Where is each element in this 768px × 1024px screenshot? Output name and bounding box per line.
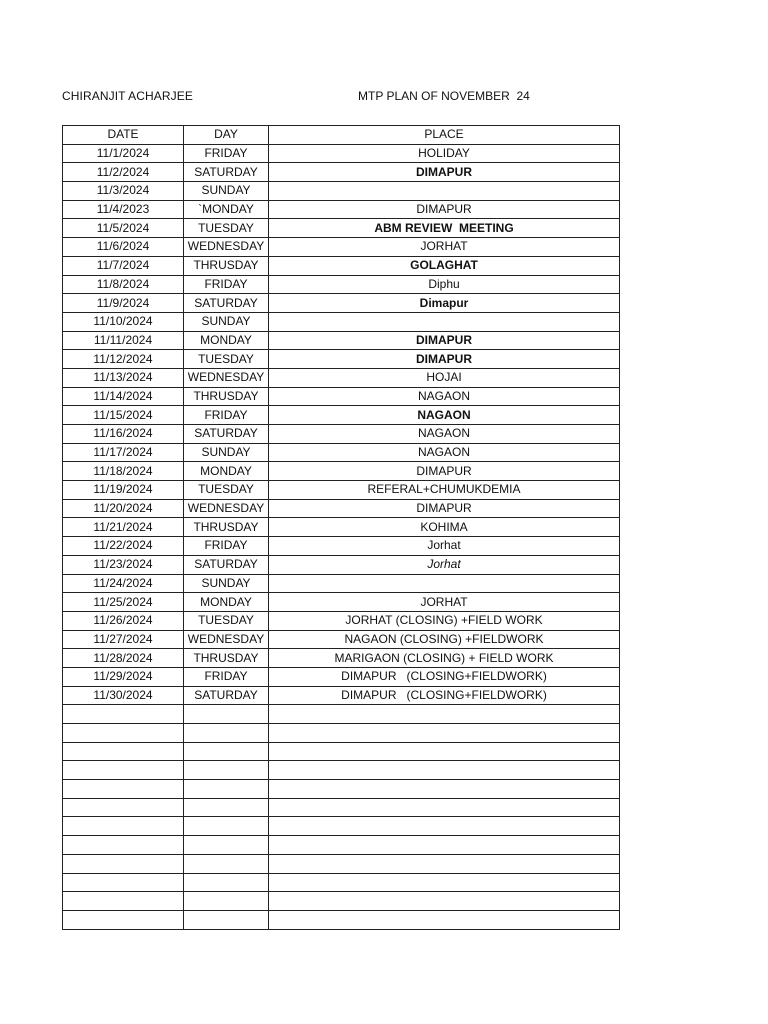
date-cell: 11/7/2024	[63, 256, 184, 275]
day-cell: FRIDAY	[184, 144, 269, 163]
day-cell	[184, 780, 269, 799]
mtp-plan-table	[62, 125, 620, 930]
plan-title: MTP PLAN OF NOVEMBER 24	[358, 89, 530, 103]
day-cell: THRUSDAY	[184, 256, 269, 275]
place-cell	[269, 312, 620, 331]
table-row	[63, 238, 620, 257]
day-cell: FRIDAY	[184, 667, 269, 686]
place-cell: DIMAPUR	[269, 499, 620, 518]
table-row	[63, 555, 620, 574]
table-row	[63, 163, 620, 182]
table-row	[63, 219, 620, 238]
date-cell: 11/24/2024	[63, 574, 184, 593]
empty-table-row	[63, 854, 620, 873]
date-cell: 11/28/2024	[63, 649, 184, 668]
day-cell: THRUSDAY	[184, 518, 269, 537]
day-cell: SUNDAY	[184, 182, 269, 201]
table-row	[63, 667, 620, 686]
date-cell: 11/14/2024	[63, 387, 184, 406]
empty-table-row	[63, 780, 620, 799]
table-row	[63, 574, 620, 593]
day-cell: SATURDAY	[184, 686, 269, 705]
date-cell	[63, 836, 184, 855]
date-cell: 11/17/2024	[63, 443, 184, 462]
table-row	[63, 144, 620, 163]
date-cell: 11/11/2024	[63, 331, 184, 350]
day-cell	[184, 854, 269, 873]
date-cell: 11/26/2024	[63, 611, 184, 630]
place-cell: DIMAPUR	[269, 163, 620, 182]
place-cell	[269, 910, 620, 929]
date-cell: 11/2/2024	[63, 163, 184, 182]
place-cell	[269, 761, 620, 780]
column-header-date: DATE	[63, 126, 184, 145]
place-cell: Jorhat	[269, 537, 620, 556]
table-row	[63, 649, 620, 668]
empty-table-row	[63, 873, 620, 892]
place-cell: MARIGAON (CLOSING) + FIELD WORK	[269, 649, 620, 668]
place-cell: DIMAPUR (CLOSING+FIELDWORK)	[269, 686, 620, 705]
day-cell: MONDAY	[184, 462, 269, 481]
table-row	[63, 481, 620, 500]
day-cell: WEDNESDAY	[184, 630, 269, 649]
date-cell	[63, 724, 184, 743]
date-cell: 11/30/2024	[63, 686, 184, 705]
day-cell: SUNDAY	[184, 574, 269, 593]
place-cell: Diphu	[269, 275, 620, 294]
date-cell: 11/9/2024	[63, 294, 184, 313]
date-cell	[63, 780, 184, 799]
date-cell: 11/22/2024	[63, 537, 184, 556]
date-cell: 11/16/2024	[63, 425, 184, 444]
place-cell	[269, 817, 620, 836]
table-row	[63, 686, 620, 705]
date-cell	[63, 873, 184, 892]
column-header-place: PLACE	[269, 126, 620, 145]
place-cell	[269, 836, 620, 855]
table-row	[63, 443, 620, 462]
place-cell: NAGAON	[269, 406, 620, 425]
empty-table-row	[63, 836, 620, 855]
date-cell: 11/15/2024	[63, 406, 184, 425]
day-cell: `MONDAY	[184, 200, 269, 219]
date-cell: 11/18/2024	[63, 462, 184, 481]
table-row	[63, 537, 620, 556]
empty-table-row	[63, 705, 620, 724]
date-cell	[63, 742, 184, 761]
date-cell	[63, 817, 184, 836]
place-cell: GOLAGHAT	[269, 256, 620, 275]
place-cell	[269, 742, 620, 761]
date-cell: 11/13/2024	[63, 368, 184, 387]
place-cell: DIMAPUR	[269, 462, 620, 481]
table-row	[63, 593, 620, 612]
date-cell	[63, 761, 184, 780]
day-cell	[184, 817, 269, 836]
empty-table-row	[63, 892, 620, 911]
day-cell: SATURDAY	[184, 425, 269, 444]
day-cell: SUNDAY	[184, 312, 269, 331]
date-cell: 11/29/2024	[63, 667, 184, 686]
day-cell	[184, 892, 269, 911]
empty-table-row	[63, 798, 620, 817]
date-cell	[63, 892, 184, 911]
day-cell	[184, 724, 269, 743]
date-cell: 11/27/2024	[63, 630, 184, 649]
place-cell: KOHIMA	[269, 518, 620, 537]
table-row	[63, 256, 620, 275]
day-cell: WEDNESDAY	[184, 238, 269, 257]
day-cell: MONDAY	[184, 331, 269, 350]
empty-table-row	[63, 910, 620, 929]
place-cell	[269, 705, 620, 724]
day-cell	[184, 761, 269, 780]
place-cell	[269, 182, 620, 201]
day-cell: FRIDAY	[184, 406, 269, 425]
place-cell: HOJAI	[269, 368, 620, 387]
day-cell	[184, 836, 269, 855]
place-cell: Jorhat	[269, 555, 620, 574]
day-cell: MONDAY	[184, 593, 269, 612]
author-name: CHIRANJIT ACHARJEE	[62, 89, 193, 103]
table-row	[63, 630, 620, 649]
day-cell: SATURDAY	[184, 294, 269, 313]
place-cell: NAGAON	[269, 443, 620, 462]
date-cell: 11/8/2024	[63, 275, 184, 294]
place-cell: HOLIDAY	[269, 144, 620, 163]
day-cell: FRIDAY	[184, 275, 269, 294]
place-cell	[269, 780, 620, 799]
date-cell	[63, 910, 184, 929]
place-cell: JORHAT	[269, 238, 620, 257]
empty-table-row	[63, 724, 620, 743]
day-cell: WEDNESDAY	[184, 499, 269, 518]
date-cell: 11/21/2024	[63, 518, 184, 537]
day-cell: FRIDAY	[184, 537, 269, 556]
table-row	[63, 368, 620, 387]
table-row	[63, 182, 620, 201]
table-row	[63, 294, 620, 313]
place-cell: NAGAON (CLOSING) +FIELDWORK	[269, 630, 620, 649]
day-cell: TUESDAY	[184, 350, 269, 369]
date-cell: 11/4/2023	[63, 200, 184, 219]
day-cell	[184, 742, 269, 761]
place-cell: REFERAL+CHUMUKDEMIA	[269, 481, 620, 500]
empty-table-row	[63, 761, 620, 780]
day-cell	[184, 798, 269, 817]
place-cell: DIMAPUR	[269, 350, 620, 369]
table-row	[63, 312, 620, 331]
column-header-day: DAY	[184, 126, 269, 145]
place-cell	[269, 892, 620, 911]
table-row	[63, 350, 620, 369]
place-cell: DIMAPUR	[269, 331, 620, 350]
date-cell	[63, 798, 184, 817]
date-cell: 11/5/2024	[63, 219, 184, 238]
day-cell: TUESDAY	[184, 611, 269, 630]
date-cell: 11/25/2024	[63, 593, 184, 612]
date-cell: 11/1/2024	[63, 144, 184, 163]
place-cell	[269, 873, 620, 892]
table-row	[63, 518, 620, 537]
date-cell: 11/23/2024	[63, 555, 184, 574]
place-cell: Dimapur	[269, 294, 620, 313]
day-cell	[184, 873, 269, 892]
date-cell: 11/19/2024	[63, 481, 184, 500]
table-body	[63, 144, 620, 929]
place-cell: NAGAON	[269, 387, 620, 406]
date-cell: 11/6/2024	[63, 238, 184, 257]
place-cell: ABM REVIEW MEETING	[269, 219, 620, 238]
day-cell: WEDNESDAY	[184, 368, 269, 387]
day-cell	[184, 705, 269, 724]
place-cell	[269, 854, 620, 873]
place-cell	[269, 798, 620, 817]
table-row	[63, 387, 620, 406]
table-row	[63, 462, 620, 481]
date-cell: 11/20/2024	[63, 499, 184, 518]
table-row	[63, 499, 620, 518]
table-row	[63, 425, 620, 444]
place-cell	[269, 724, 620, 743]
date-cell	[63, 854, 184, 873]
empty-table-row	[63, 817, 620, 836]
table-header-row	[63, 126, 620, 145]
place-cell: DIMAPUR	[269, 200, 620, 219]
day-cell: SUNDAY	[184, 443, 269, 462]
table-row	[63, 331, 620, 350]
day-cell: SATURDAY	[184, 555, 269, 574]
day-cell: TUESDAY	[184, 481, 269, 500]
place-cell: DIMAPUR (CLOSING+FIELDWORK)	[269, 667, 620, 686]
date-cell: 11/3/2024	[63, 182, 184, 201]
table-row	[63, 611, 620, 630]
day-cell: THRUSDAY	[184, 649, 269, 668]
place-cell	[269, 574, 620, 593]
place-cell: JORHAT	[269, 593, 620, 612]
date-cell: 11/10/2024	[63, 312, 184, 331]
day-cell	[184, 910, 269, 929]
day-cell: TUESDAY	[184, 219, 269, 238]
place-cell: JORHAT (CLOSING) +FIELD WORK	[269, 611, 620, 630]
empty-table-row	[63, 742, 620, 761]
table-row	[63, 275, 620, 294]
date-cell	[63, 705, 184, 724]
table-row	[63, 406, 620, 425]
date-cell: 11/12/2024	[63, 350, 184, 369]
table-row	[63, 200, 620, 219]
day-cell: THRUSDAY	[184, 387, 269, 406]
day-cell: SATURDAY	[184, 163, 269, 182]
place-cell: NAGAON	[269, 425, 620, 444]
